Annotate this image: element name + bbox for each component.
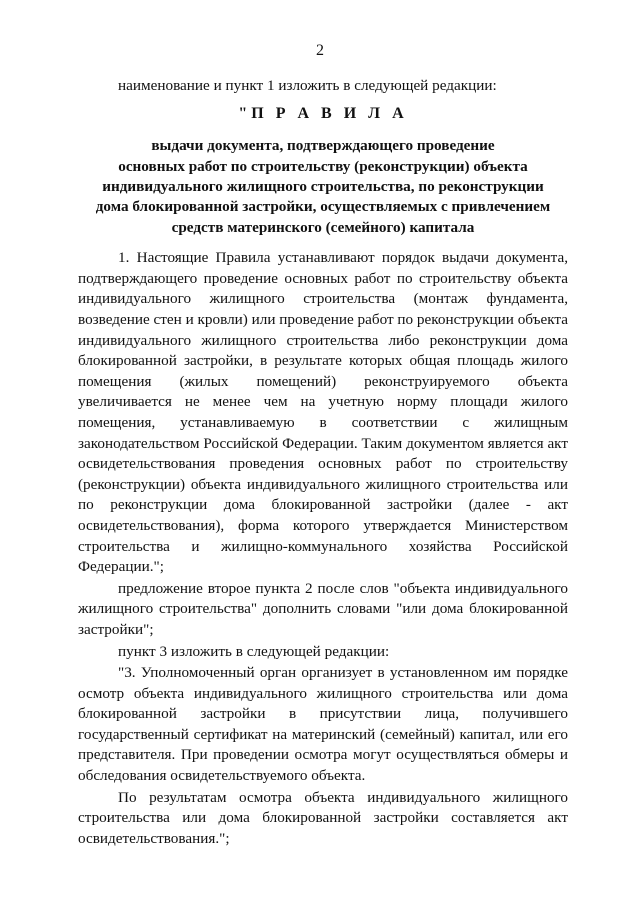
paragraph-rule-1: 1. Настоящие Правила устанавливают порядок выдачи документа, подтверждающего проведение основных работ по строительству объекта индивидуального жилищного строительства (монтаж фундамента, возведение стен и кровли) или проведение работ по реконструкции объекта индивидуального жилищного строительства либо реконструкции дома блокированной застройки, в результате которых общая площадь жилого помещения (жилых помещений) реконструируемого объекта увеличивается не менее чем на учетную норму площади жилого помещения, устанавливаемую в соответствии с жилищным законодательством Российской Федерации. Таким документом является акт освидетельствования проведения основных работ по строительству (реконструкции) объекта индивидуального жилищного строительства или по реконструкции дома блокированной застройки (далее - акт освидетельствования), форма которого утверждается Министерством строительства и жилищно-коммунального хозяйства Российской Федерации.";: [78, 249, 568, 576]
subtitle-line: выдачи документа, подтверждающего проведение: [151, 137, 495, 155]
document-body: [78, 76, 568, 849]
subtitle-line: индивидуального жилищного строительства, по реконструкции: [102, 178, 544, 195]
lead-text: наименование и пункт 1 изложить в следующей редакции:: [118, 77, 497, 94]
paragraph-rule-3: "3. Уполномоченный орган организует в установленном им порядке осмотр объекта индивидуального жилищного строительства или дома блокированной застройки в присутствии лица, получившего государственный сертификат на материнский (семейный) капитал, или его представителя. При проведении осмотра могут осуществляться обмеры и обследования освидетельствуемого объекта.: [78, 664, 568, 785]
paragraph-inspection-result: По результатам осмотра объекта индивидуального жилищного строительства или дома блокированной застройки составляется акт освидетельствования.";: [78, 788, 568, 847]
document-title: "П Р А В И Л А: [238, 104, 408, 122]
document-subtitle: [78, 136, 568, 238]
page-number: 2: [316, 42, 324, 59]
subtitle-line: основных работ по строительству (реконструкции) объекта: [118, 157, 528, 175]
paragraph-amend-rule-2: предложение второе пункта 2 после слов "объекта индивидуального жилищного строительства" дополнить словами "или дома блокированной застройки";: [78, 579, 568, 638]
paragraph-amend-rule-3: пункт 3 изложить в следующей редакции:: [118, 642, 390, 660]
subtitle-line: средств материнского (семейного) капитала: [171, 218, 475, 236]
subtitle-line: дома блокированной застройки, осуществляемых с привлечением: [95, 198, 551, 216]
